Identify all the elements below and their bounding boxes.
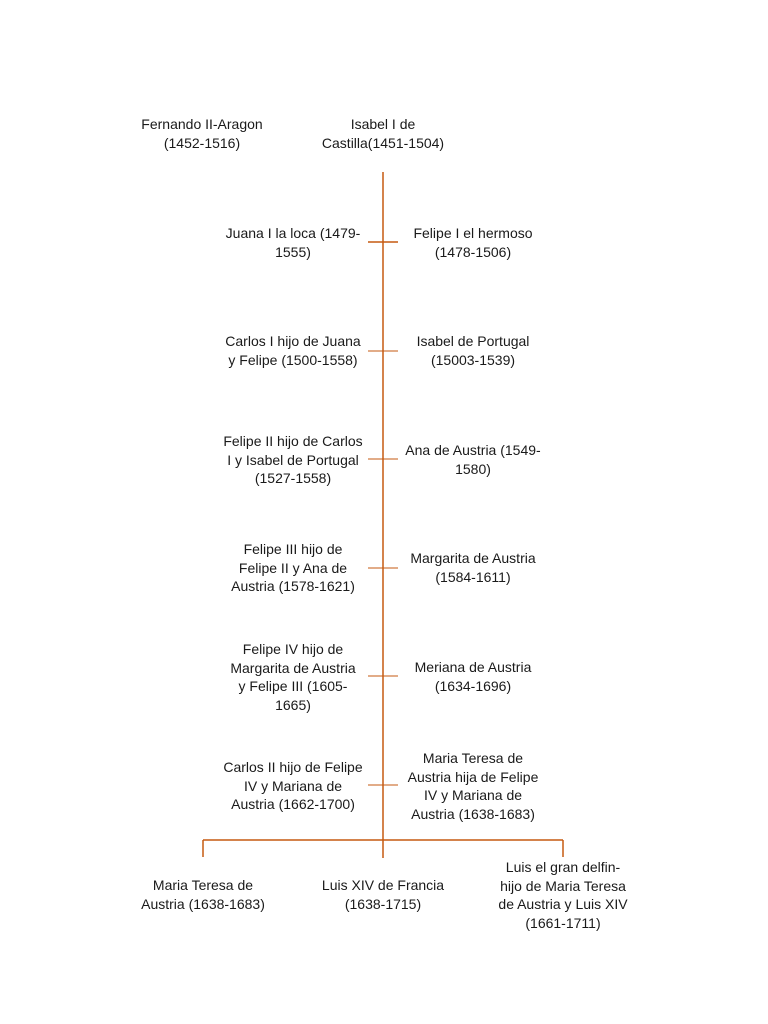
gen-3-left-label: Felipe II hijo de Carlos I y Isabel de Portugal (1527-1558) xyxy=(223,433,363,486)
child-left-label: Maria Teresa de Austria (1638-1683) xyxy=(141,877,265,912)
gen-6-right-label: Maria Teresa de Austria hija de Felipe IV y Mariana de Austria (1638-1683) xyxy=(407,750,539,822)
gen-1-right-label: Felipe I el hermoso (1478-1506) xyxy=(413,225,533,260)
gen-6-left-label: Carlos II hijo de Felipe IV y Mariana de Austria (1662-1700) xyxy=(223,759,363,812)
gen-4-right-label: Margarita de Austria (1584-1611) xyxy=(410,550,536,585)
child-right-label: Luis el gran delfin- hijo de Maria Teresa de Austria y Luis XIV (1661-1711) xyxy=(498,859,628,931)
ancestor-right-label: Isabel I de Castilla(1451-1504) xyxy=(321,116,445,151)
gen-5-right-label: Meriana de Austria (1634-1696) xyxy=(414,659,532,694)
gen-3-right-label: Ana de Austria (1549- 1580) xyxy=(405,442,541,477)
gen-2-left-label: Carlos I hijo de Juana y Felipe (1500-1558) xyxy=(225,333,361,368)
ancestor-left-label: Fernando II-Aragon (1452-1516) xyxy=(141,116,263,151)
gen-2-right-label: Isabel de Portugal (15003-1539) xyxy=(416,333,530,368)
gen-4-left-label: Felipe III hijo de Felipe II y Ana de Austria (1578-1621) xyxy=(231,541,355,594)
gen-1-left-label: Juana I la loca (1479- 1555) xyxy=(225,225,361,260)
child-center-label: Luis XIV de Francia (1638-1715) xyxy=(321,877,445,912)
gen-5-left-label: Felipe IV hijo de Margarita de Austria y Felipe III (1605- 1665) xyxy=(230,641,356,713)
